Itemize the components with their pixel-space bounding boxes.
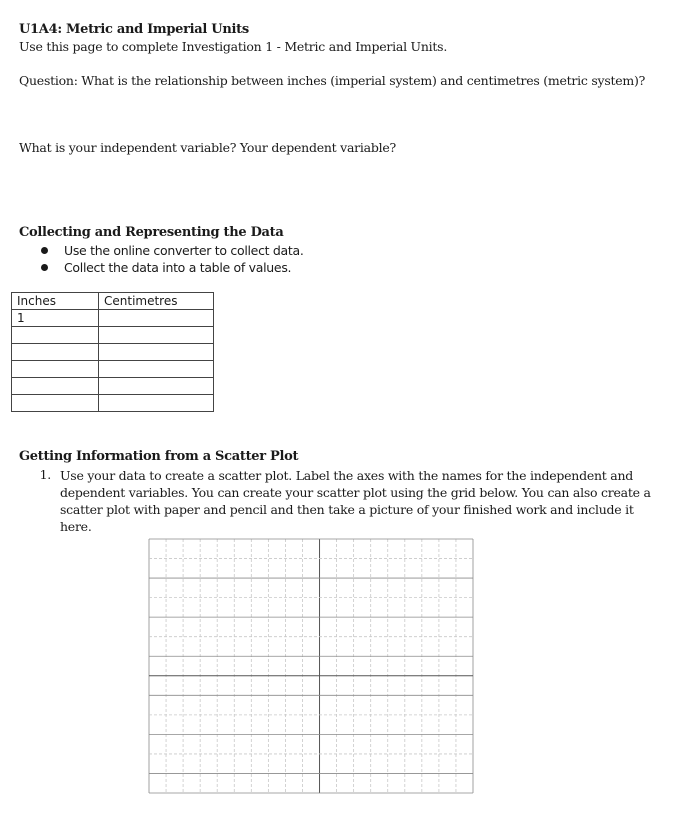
intro-text: Use this page to complete Investigation 1 - Metric and Imperial Units.	[19, 39, 448, 54]
bullet-icon	[41, 264, 48, 271]
cell-inches[interactable]: 1	[12, 310, 99, 327]
question-text: Question: What is the relationship between inches (imperial system) and centimetres (metric system)?	[19, 73, 646, 88]
data-table	[11, 292, 214, 412]
table-row	[12, 344, 214, 361]
bullet-item	[38, 259, 304, 276]
step-item	[0, 467, 660, 535]
table-row	[12, 327, 214, 344]
cell-inches[interactable]	[12, 327, 99, 344]
cell-inches[interactable]	[12, 344, 99, 361]
cell-inches[interactable]	[12, 378, 99, 395]
collecting-heading: Collecting and Representing the Data	[19, 225, 284, 240]
collecting-bullet-list	[38, 242, 304, 276]
cell-centimetres[interactable]	[99, 361, 214, 378]
cell-centimetres[interactable]	[99, 327, 214, 344]
bullet-text: Collect the data into a table of values.	[64, 260, 292, 275]
table-row	[12, 378, 214, 395]
variables-prompt: What is your independent variable? Your dependent variable?	[19, 140, 396, 155]
page-title: U1A4: Metric and Imperial Units	[19, 22, 249, 37]
scatter-plot-grid[interactable]	[148, 538, 474, 794]
cell-inches[interactable]	[12, 395, 99, 412]
cell-inches[interactable]	[12, 361, 99, 378]
bullet-text: Use the online converter to collect data.	[64, 243, 304, 258]
scatter-heading: Getting Information from a Scatter Plot	[19, 449, 299, 464]
table-header-row	[12, 293, 214, 310]
scatter-step-list	[0, 466, 660, 535]
cell-centimetres[interactable]	[99, 310, 214, 327]
cell-centimetres[interactable]	[99, 378, 214, 395]
bullet-item	[38, 242, 304, 259]
table-row	[12, 395, 214, 412]
bullet-icon	[41, 247, 48, 254]
step-text: Use your data to create a scatter plot. Label the axes with the names for the independent and dependent variables. You can create your scatter plot using the grid below. You can also create a scatter plot with paper and pencil and then take a picture of your finished work and include it here.	[60, 468, 651, 534]
table-row	[12, 310, 214, 327]
table-row	[12, 361, 214, 378]
cell-centimetres[interactable]	[99, 395, 214, 412]
header-inches: Inches	[12, 293, 99, 310]
header-centimetres: Centimetres	[99, 293, 214, 310]
step-number: 1.	[39, 467, 51, 482]
cell-centimetres[interactable]	[99, 344, 214, 361]
